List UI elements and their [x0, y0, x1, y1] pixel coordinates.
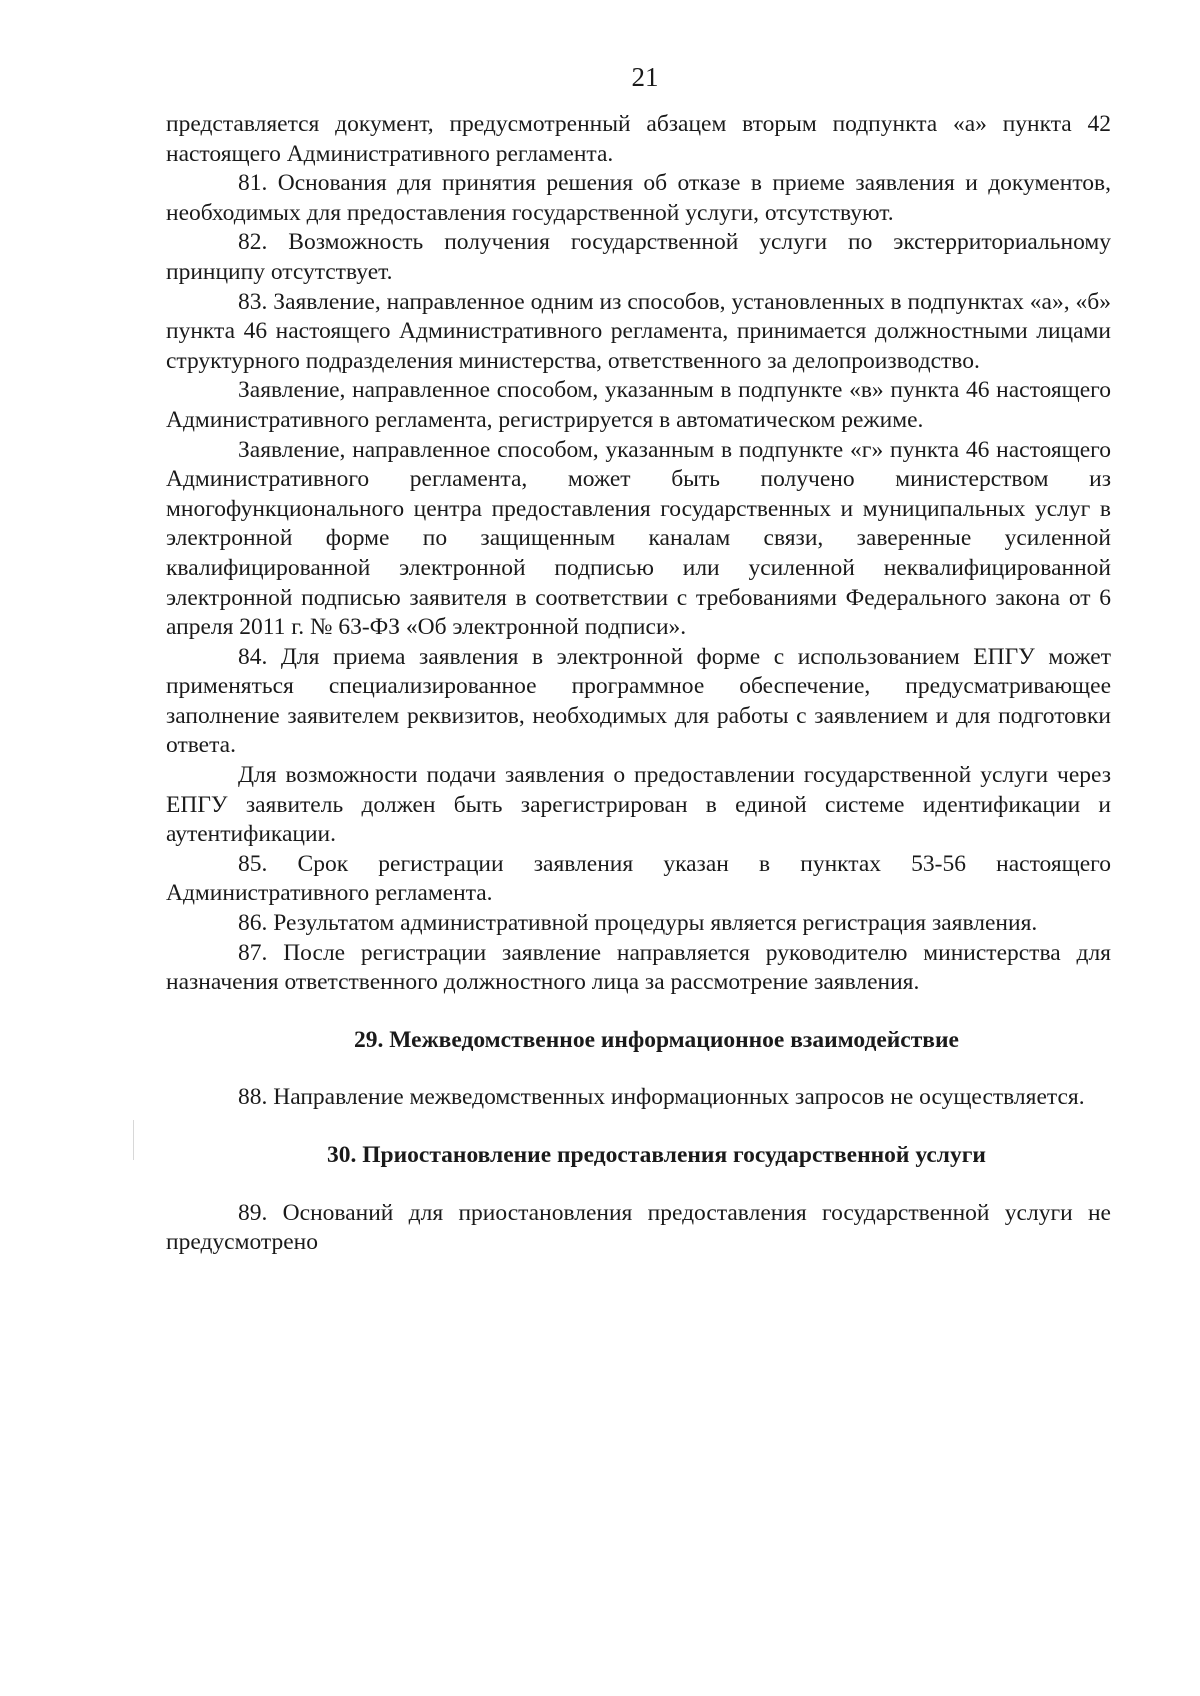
paragraph-86: 86. Результатом административной процедуры является регистрация заявления. [238, 910, 1038, 937]
paragraph-81: 81. Основания для принятия решения об отказе в приеме заявления и документов, необходимых для предоставления государственной услуги, отсутствуют. [166, 170, 1111, 226]
scan-margin-mark [133, 1120, 134, 1160]
paragraph-82: 82. Возможность получения государственной услуги по экстерриториальному принципу отсутствует. [166, 229, 1111, 285]
paragraph-84: 84. Для приема заявления в электронной форме с использованием ЕПГУ может применяться специализированное программное обеспечение, предусматривающее заполнение заявителем реквизитов, необходимых для работы с заявлением и для подготовки ответа. [166, 643, 1111, 759]
paragraphs-top [166, 110, 1111, 998]
paragraph: Заявление, направленное способом, указанным в подпункте «г» пункта 46 настоящего Административного регламента, может быть получено министерством из многофункционального центра предоставления государственных и муниципальных услуг в электронной форме по защищенным каналам связи, заверенные усиленной квалифицированной электронной подписью или усиленной неквалифицированной электронной подписью заявителя в соответствии с требованиями Федерального закона от 6 апреля 2011 г. № 63-ФЗ «Об электронной подписи». [166, 436, 1111, 641]
paragraph-87: 87. После регистрации заявление направляется руководителю министерства для назначения ответственного должностного лица за рассмотрение заявления. [166, 939, 1111, 996]
section-heading-30: 30. Приостановление предоставления государственной услуги [327, 1142, 986, 1168]
paragraph-85: 85. Срок регистрации заявления указан в пунктах 53-56 настоящего Административного регламента. [166, 850, 1111, 907]
document-body [166, 110, 1111, 1258]
paragraph: Заявление, направленное способом, указанным в подпункте «в» пункта 46 настоящего Административного регламента, регистрируется в автоматическом режиме. [166, 377, 1111, 433]
paragraph-83: 83. Заявление, направленное одним из способов, установленных в подпунктах «а», «б» пункта 46 настоящего Административного регламента, принимается должностными лицами структурного подразделения министерства, ответственного за делопроизводство. [166, 288, 1111, 374]
section-heading-29: 29. Межведомственное информационное взаимодействие [354, 1026, 959, 1053]
page-number: 21 [631, 62, 659, 92]
paragraph: Для возможности подачи заявления о предоставлении государственной услуги через ЕПГУ заявитель должен быть зарегистрирован в единой системе идентификации и аутентификации. [166, 762, 1111, 848]
paragraph-89: 89. Оснований для приостановления предоставления государственной услуги не предусмотрено [166, 1199, 1111, 1256]
paragraph: представляется документ, предусмотренный абзацем вторым подпункта «а» пункта 42 настоящего Административного регламента. [166, 111, 1111, 167]
paragraph-88: 88. Направление межведомственных информационных запросов не осуществляется. [238, 1084, 1085, 1111]
